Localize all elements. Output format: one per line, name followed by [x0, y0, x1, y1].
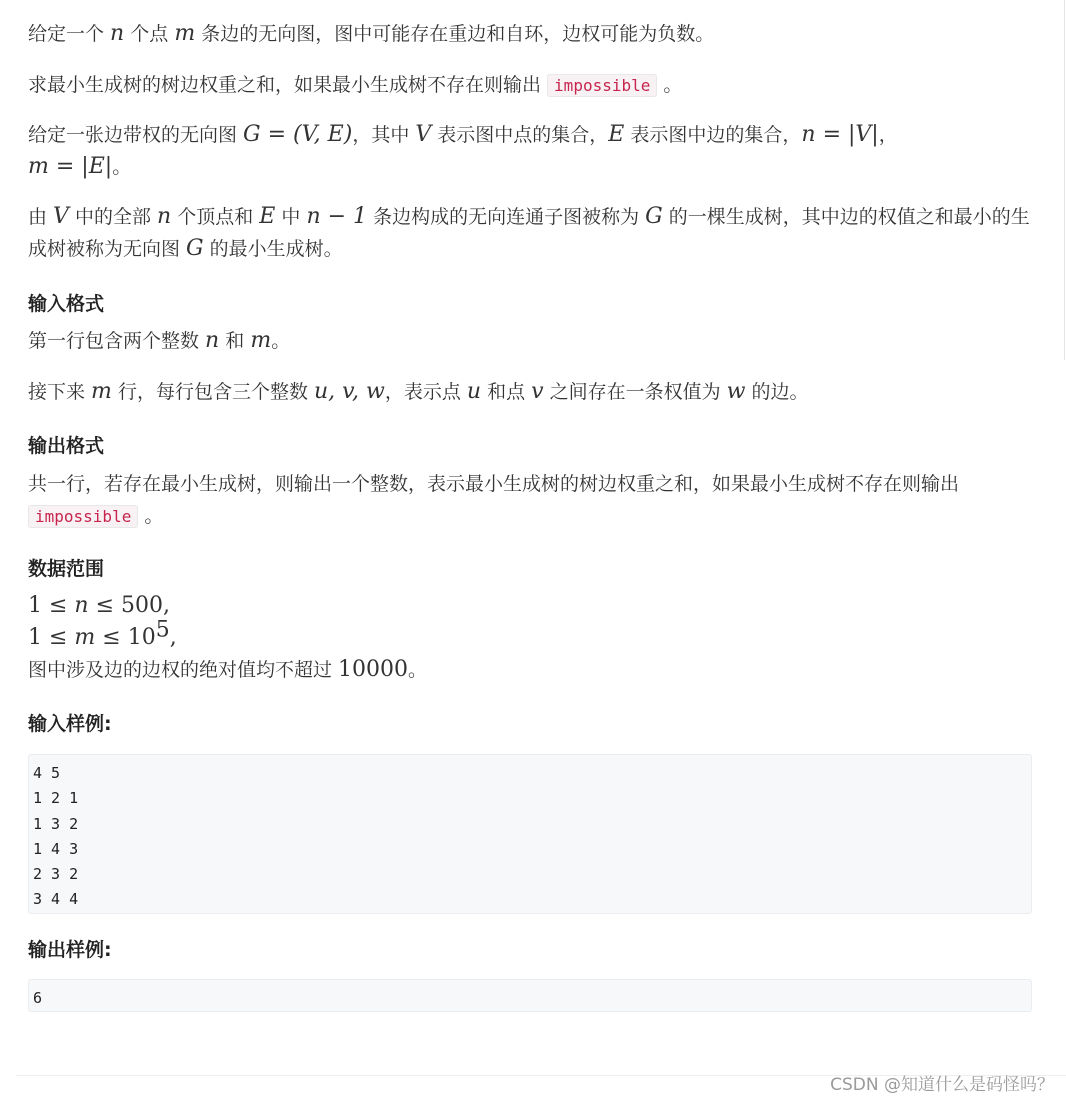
text: 中 — [275, 206, 307, 228]
text: 条边构成的无向连通子图被称为 — [367, 206, 646, 228]
math-eq: = — [260, 122, 294, 147]
intro-paragraph — [28, 18, 714, 50]
text: 和点 — [481, 381, 532, 403]
code-line: 1 3 2 — [33, 814, 79, 833]
math-m: m — [174, 21, 196, 46]
input-line-2 — [28, 376, 809, 408]
code-line: 1 2 1 — [33, 789, 79, 808]
text: 和 — [219, 330, 251, 352]
data-range-paragraph — [28, 590, 427, 686]
sample-output-code-block — [28, 979, 1032, 1012]
text: ， — [878, 124, 898, 146]
text: 的一棵生成树，其中边的权值之和最小的生成树被称为无向图 — [28, 206, 1030, 260]
math-w: w — [726, 379, 746, 404]
math-n: n — [205, 328, 220, 353]
math-E: E — [608, 122, 625, 147]
text: 中的全部 — [68, 206, 158, 228]
task-paragraph — [28, 69, 682, 102]
math-v: v — [531, 379, 544, 404]
math-G: G — [645, 204, 663, 229]
math-tuple: (V, E) — [293, 122, 353, 147]
math-absV: |V| — [848, 122, 879, 147]
code-line: 3 4 4 — [33, 890, 79, 909]
math-m: m — [250, 328, 272, 353]
math-m: m — [74, 625, 96, 650]
math-absE: |E| — [81, 154, 113, 179]
data-range-heading: 数据范围 — [28, 558, 105, 580]
math-exponent: 5 — [155, 617, 170, 643]
definition-paragraph — [28, 119, 898, 183]
math-range: , — [169, 625, 177, 650]
code-line: 4 5 — [33, 764, 61, 782]
math-V: V — [53, 204, 69, 229]
text: 表示图中点的集合， — [431, 124, 609, 146]
code-line: 2 3 2 — [33, 865, 79, 884]
text: 。 — [138, 505, 164, 527]
inline-code-impossible: impossible — [28, 505, 138, 528]
text: 行，每行包含三个整数 — [111, 381, 315, 403]
text: 。 — [112, 156, 132, 178]
text: 共一行，若存在最小生成树，则输出一个整数，表示最小生成树的树边权重之和，如果最小生成树不存在则输出 — [28, 473, 960, 495]
math-range: ≤ 500, — [88, 593, 170, 618]
math-eq: = — [48, 154, 82, 179]
math-eq: = — [815, 122, 848, 147]
math-u: u — [466, 379, 482, 404]
math-range: 1 ≤ — [28, 593, 75, 618]
text: 由 — [28, 206, 54, 228]
math-range: ≤ 10 — [95, 625, 156, 650]
text: 给定一张边带权的无向图 — [28, 124, 244, 146]
text: 之间存在一条权值为 — [543, 381, 727, 403]
output-paragraph — [28, 468, 959, 533]
text: 。 — [408, 659, 428, 681]
text: 表示图中边的集合， — [624, 124, 802, 146]
inline-code-impossible: impossible — [547, 74, 657, 97]
text: 。 — [657, 74, 683, 96]
math-n: n — [157, 204, 172, 229]
math-range: 1 ≤ — [28, 625, 75, 650]
math-G: G — [243, 122, 261, 147]
text: 给定一个 — [28, 23, 111, 45]
text: 的最小生成树。 — [203, 238, 343, 260]
math-G: G — [186, 236, 204, 261]
text: 的边。 — [745, 381, 809, 403]
code-line: 6 — [33, 989, 43, 1007]
math-V: V — [415, 122, 432, 147]
sample-output-heading: 输出样例: — [28, 939, 112, 961]
math-m: m — [91, 379, 112, 404]
input-line-1 — [28, 325, 290, 357]
math-m: m — [28, 154, 49, 179]
text: 图中涉及边的边权的绝对值均不超过 — [28, 659, 339, 681]
math-E: E — [259, 204, 276, 229]
spanning-tree-paragraph — [28, 201, 1034, 265]
input-format-heading: 输入格式 — [28, 293, 105, 315]
text: 接下来 — [28, 381, 92, 403]
math-n: n — [801, 122, 816, 147]
math-n-minus-1: n − 1 — [306, 204, 368, 229]
text: 。 — [271, 330, 291, 352]
math-number: 10000 — [338, 657, 409, 682]
sample-input-code-block — [28, 754, 1032, 914]
text: 求最小生成树的树边权重之和，如果最小生成树不存在则输出 — [28, 74, 548, 96]
code-line: 1 4 3 — [33, 839, 79, 858]
math-n: n — [74, 593, 89, 618]
output-format-heading: 输出格式 — [28, 435, 105, 457]
csdn-watermark: CSDN @知道什么是码怪吗？ — [830, 1075, 1054, 1095]
right-edge-line — [1064, 0, 1065, 360]
text: 条边的无向图，图中可能存在重边和自环，边权可能为负数。 — [195, 23, 715, 45]
sample-input-heading: 输入样例: — [28, 713, 112, 735]
text: ，其中 — [352, 124, 416, 146]
text: ，表示点 — [384, 381, 467, 403]
math-uvw: u, v, w — [314, 379, 385, 404]
text: 第一行包含两个整数 — [28, 330, 206, 352]
text: 个点 — [124, 23, 175, 45]
text: 个顶点和 — [171, 206, 260, 228]
math-n: n — [110, 21, 125, 46]
